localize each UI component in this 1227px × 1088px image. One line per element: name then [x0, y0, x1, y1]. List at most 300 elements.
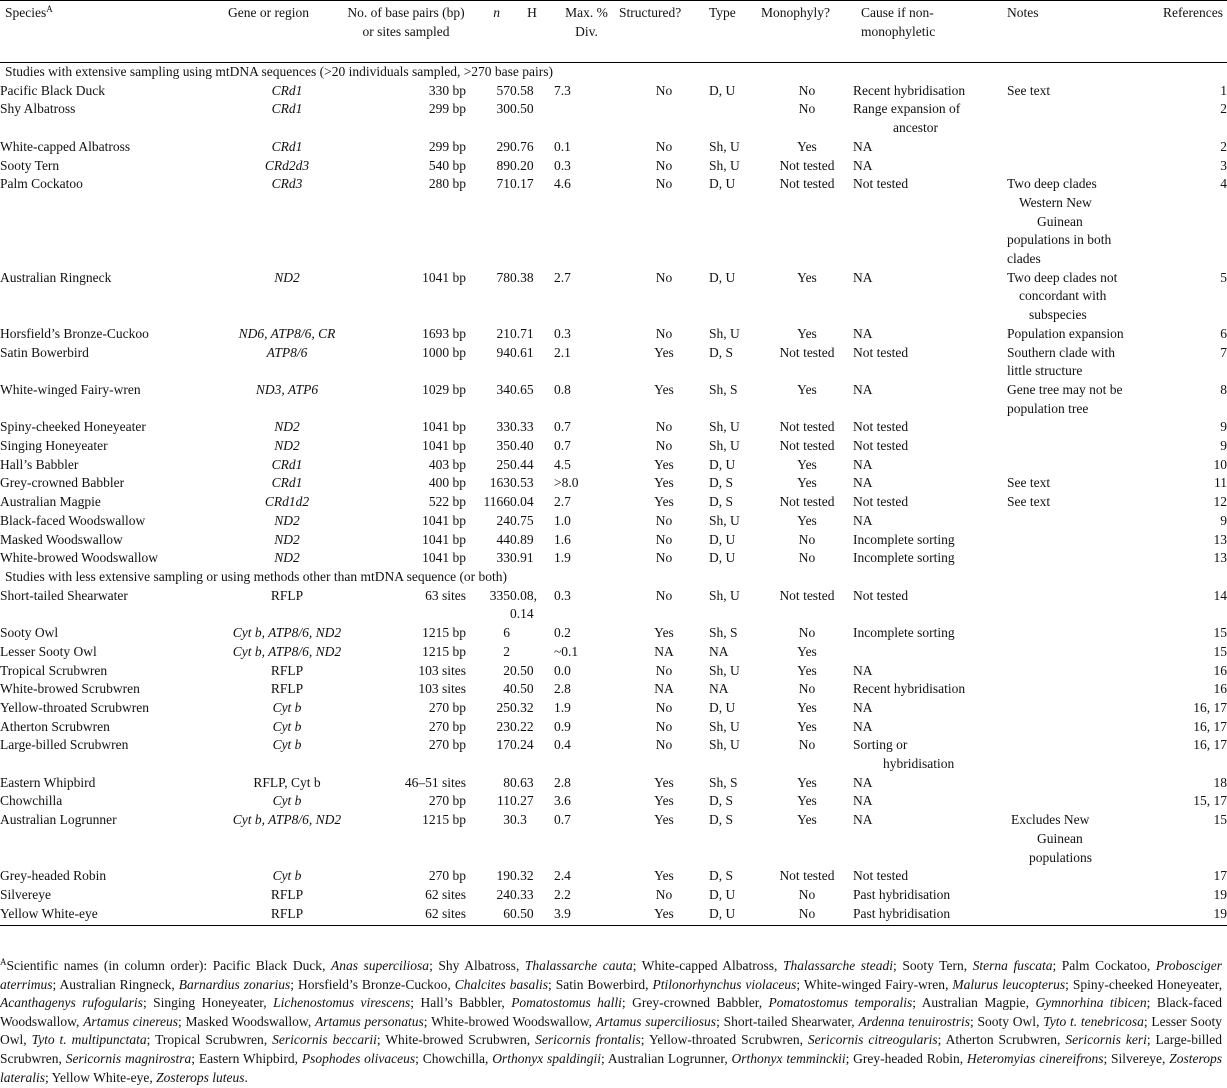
cell-monophyly: No [798, 82, 816, 98]
cell-structured: Yes [619, 905, 709, 926]
footnote-common-name: Australian Magpie [921, 995, 1026, 1011]
footnote-common-name: Eastern Whipbird [198, 1050, 295, 1066]
cell-species: Grey-headed Robin [0, 868, 107, 884]
header-references: References [1152, 1, 1227, 63]
cell-refs: 19 [1152, 905, 1227, 926]
cell-bp: 299 bp [428, 138, 466, 154]
cell-type: D, S [709, 494, 734, 510]
cell-species: Satin Bowerbird [0, 344, 89, 360]
footnote-common-name: Lesser Sooty Owl [0, 1013, 1222, 1048]
cell-cause: Past hybridisation [853, 905, 1007, 926]
table-row [0, 811, 1227, 867]
cell-gene: RFLP [270, 587, 304, 603]
cell-n: 6 [503, 625, 510, 641]
footnote-common-name: Hall’s Babbler [420, 995, 502, 1011]
cell-gene: Cyt b [272, 868, 302, 884]
footnote-common-name: Grey-crowned Babbler [632, 995, 759, 1011]
cell-structured: Yes [654, 625, 674, 641]
cell-cause: Not tested [853, 176, 909, 192]
cell-type: Sh, U [709, 138, 740, 154]
cell-bp: 522 bp [428, 494, 466, 510]
cell-type: Sh, S [709, 774, 738, 790]
cell-species: White-capped Albatross [0, 138, 131, 154]
table-row [0, 100, 1227, 137]
cell-cause: NA [853, 456, 873, 472]
table-row [0, 531, 1227, 550]
cell-species: Yellow White-eye [0, 905, 228, 926]
cell-type: Sh, U [709, 512, 740, 528]
footnote-scientific-name: Heteromyias cinereifrons [966, 1050, 1104, 1066]
cell-n: 21 [496, 325, 510, 341]
cell-n: 23 [496, 718, 510, 734]
cell-cause: Incomplete sorting [853, 550, 955, 566]
cell-species: Atherton Scrubwren [0, 718, 110, 734]
cell-bp: 1041 bp [422, 438, 466, 454]
table-row [0, 418, 1227, 437]
cell-bp: 403 bp [428, 456, 466, 472]
cell-n: 17 [496, 737, 510, 753]
cell-notes [1007, 736, 1152, 773]
cell-div: ~0.1 [554, 643, 579, 659]
cell-cause: NA [853, 269, 873, 285]
cell-notes [1007, 531, 1152, 550]
cell-refs: 10 [1213, 456, 1227, 472]
footnote-scientific-name: Pomatostomus halli [511, 995, 622, 1011]
cell-bp: 1041 bp [422, 269, 466, 285]
cell-structured: No [655, 82, 673, 98]
cell-monophyly: Yes [797, 456, 817, 472]
cell-gene: RFLP, Cyt b [253, 774, 321, 790]
cell-structured: No [655, 550, 673, 566]
cell-h: 0.65 [510, 381, 534, 397]
cell-h: 0.58 [510, 82, 534, 98]
cell-notes [1007, 587, 1152, 624]
cell-species: Tropical Scrubwren [0, 662, 108, 678]
cell-n: 4 [503, 681, 510, 697]
cell-type: D, S [709, 868, 734, 884]
cell-structured: No [655, 718, 673, 734]
cell-cause: NA [853, 512, 873, 528]
cell-notes: Two deep clades not concordant with subspecies [1007, 269, 1118, 323]
cell-structured [619, 100, 709, 137]
cell-h: 0.20 [510, 157, 534, 173]
cell-div: 0.7 [554, 438, 571, 454]
cell-bp: 63 sites [425, 587, 466, 603]
cell-n: 33 [496, 419, 510, 435]
cell-structured: No [655, 662, 673, 678]
footnote-scientific-name: Gymnorhina tibicen [1035, 995, 1147, 1011]
cell-n: 163 [489, 475, 510, 491]
cell-structured: No [655, 531, 673, 547]
table-row [0, 886, 1227, 905]
cell-div: 0.3 [554, 587, 571, 603]
cell-structured: No [655, 138, 673, 154]
footnote-common-name: Atherton Scrubwren [945, 1032, 1058, 1048]
cell-bp: 330 bp [428, 82, 466, 98]
cell-gene: ND2 [274, 550, 300, 566]
footnote-common-name: Short-tailed Shearwater [723, 1013, 852, 1029]
cell-structured: No [655, 886, 673, 902]
footnote-scientific-name: Ptilonorhynchus violaceus [652, 976, 797, 992]
cell-refs: 9 [1220, 438, 1227, 454]
table-row [0, 624, 1227, 643]
cell-gene: CRd1 [271, 101, 303, 117]
cell-bp: 299 bp [428, 101, 466, 117]
cell-cause: Recent hybridisation [853, 82, 966, 98]
cell-species: White-browed Scrubwren [0, 681, 140, 697]
cell-structured: No [655, 325, 673, 341]
cell-cause: Not tested [853, 344, 909, 360]
cell-refs: 19 [1213, 886, 1227, 902]
cell-cause: NA [853, 699, 873, 715]
cell-cause: NA [853, 138, 873, 154]
cell-type: D, U [709, 905, 761, 926]
cell-bp: 1693 bp [422, 325, 466, 341]
cell-n: 19 [496, 868, 510, 884]
cell-bp: 270 bp [428, 737, 466, 753]
cell-species: White-browed Woodswallow [0, 550, 159, 566]
cell-type: D, U [709, 82, 736, 98]
section-heading [0, 63, 1227, 82]
cell-n: 2 [503, 643, 510, 659]
cell-refs: 7 [1220, 344, 1227, 360]
cell-div: 0.7 [554, 419, 571, 435]
cell-h: 0.27 [510, 793, 534, 809]
cell-gene: Cyt b [272, 718, 302, 734]
cell-notes [1007, 718, 1152, 737]
cell-h: 0.3 [510, 812, 527, 828]
cell-gene: CRd1 [271, 456, 303, 472]
cell-div: 4.5 [554, 456, 571, 472]
cell-refs: 15, 17 [1193, 793, 1227, 809]
footnote-common-name: Satin Bowerbird [555, 976, 646, 992]
cell-structured: Yes [654, 793, 674, 809]
footnote-scientific-name: Thalassarche cauta [524, 958, 633, 973]
cell-species: Short-tailed Shearwater [0, 587, 128, 603]
footnote-scientific-name: Probosciger aterrimus [0, 958, 1223, 992]
cell-h: 0.32 [510, 699, 534, 715]
footnote-scientific-name: Chalcites basalis [454, 976, 548, 992]
cell-gene: ND2 [274, 269, 300, 285]
cell-gene: CRd3 [271, 176, 303, 192]
cell-species: Shy Albatross [0, 101, 76, 117]
cell-structured: Yes [654, 344, 674, 360]
table-row [0, 549, 1227, 568]
cell-gene: Cyt b, ATP8/6, ND2 [232, 812, 342, 828]
cell-div: 2.8 [554, 774, 571, 790]
cell-structured: Yes [654, 475, 674, 491]
cell-refs: 16, 17 [1193, 699, 1227, 715]
table-row [0, 867, 1227, 886]
cell-refs: 17 [1213, 868, 1227, 884]
footnote-common-name: Chowchilla [422, 1050, 485, 1066]
cell-bp: 540 bp [428, 157, 466, 173]
cell-monophyly: No [798, 886, 816, 902]
cell-gene: Cyt b, ATP8/6, ND2 [232, 625, 342, 641]
cell-div: 4.6 [554, 176, 571, 192]
cell-refs: 4 [1220, 176, 1227, 192]
cell-div: 0.4 [554, 737, 571, 753]
cell-monophyly: Yes [797, 381, 817, 397]
cell-n: 29 [496, 138, 510, 154]
table-row [0, 175, 1227, 269]
table-row [0, 680, 1227, 699]
footnote-scientific-name: Tyto t. tenebricosa [1043, 1013, 1144, 1029]
table-row [0, 905, 1227, 926]
cell-monophyly: Not tested [779, 494, 835, 510]
header-type: Type [709, 1, 761, 63]
cell-h: 0.22 [510, 718, 534, 734]
cell-species: Large-billed Scrubwren [0, 737, 129, 753]
cell-notes [1007, 662, 1152, 681]
cell-n: 335 [489, 587, 510, 603]
table-row [0, 774, 1227, 793]
footnote-common-name: Sooty Owl [977, 1013, 1037, 1029]
cell-refs: 6 [1220, 325, 1227, 341]
cell-h: 0.50 [510, 101, 534, 117]
header-cause: Cause if non-monophyletic [853, 1, 1007, 63]
cell-type: D, U [709, 550, 736, 566]
cell-gene: Cyt b [272, 793, 302, 809]
footnote-scientific-name: Zosterops luteus [156, 1069, 245, 1085]
header-notes: Notes [1007, 1, 1152, 63]
cell-refs: 5 [1220, 269, 1227, 285]
cell-species: Silvereye [0, 886, 51, 902]
header-gene: Gene or region [228, 1, 346, 63]
footnote-common-name: Singing Honeyeater [153, 995, 264, 1011]
cell-div: 1.0 [554, 512, 571, 528]
cell-type: D, U [709, 456, 736, 472]
cell-monophyly: Not tested [779, 157, 835, 173]
cell-notes [1007, 437, 1152, 456]
footnote-scientific-name: Malurus leucopterus [952, 976, 1066, 992]
cell-monophyly: Yes [797, 643, 817, 659]
cell-h: 0.75 [510, 512, 534, 528]
cell-notes [1007, 905, 1152, 926]
cell-gene: RFLP [270, 886, 304, 902]
cell-species: Sooty Owl [0, 625, 59, 641]
cell-div: 0.0 [554, 662, 571, 678]
cell-monophyly: No [798, 625, 816, 641]
cell-gene: ND2 [274, 531, 300, 547]
cell-species: Eastern Whipbird [0, 774, 96, 790]
cell-cause: NA [853, 157, 873, 173]
cell-refs: 2 [1220, 138, 1227, 154]
cell-div: 1.9 [554, 699, 571, 715]
cell-notes [1007, 624, 1152, 643]
cell-species: Sooty Tern [0, 157, 60, 173]
cell-h: 0.17 [510, 176, 534, 192]
cell-structured: No [655, 699, 673, 715]
table-row [0, 736, 1227, 773]
table-row [0, 474, 1227, 493]
cell-n: 33 [496, 550, 510, 566]
cell-species: Yellow-throated Scrubwren [0, 699, 149, 715]
cell-h: 0.33 [510, 419, 534, 435]
cell-monophyly: Yes [797, 475, 817, 491]
cell-monophyly: Not tested [779, 438, 835, 454]
cell-cause: Not tested [853, 494, 909, 510]
footnote-scientific-name: Tyto t. multipunctata [31, 1032, 147, 1048]
cell-species: Black-faced Woodswallow [0, 512, 146, 528]
cell-species: Lesser Sooty Owl [0, 643, 97, 659]
cell-notes [1007, 418, 1152, 437]
footnote-scientific-name: Thalassarche steadi [782, 958, 894, 973]
cell-structured: No [655, 419, 673, 435]
cell-notes [1007, 549, 1152, 568]
cell-type: D, S [709, 812, 734, 828]
cell-div: 0.3 [554, 325, 571, 341]
cell-structured: Yes [654, 494, 674, 510]
table-row [0, 381, 1227, 418]
cell-gene: ND6, ATP8/6, CR [238, 325, 336, 341]
cell-cause: NA [853, 793, 873, 809]
table-row [0, 157, 1227, 176]
cell-notes: Excludes New Guinean populations [1011, 812, 1092, 865]
cell-n: 35 [496, 438, 510, 454]
cell-h [510, 624, 554, 643]
cell-structured: No [655, 512, 673, 528]
cell-cause: Not tested [853, 587, 909, 603]
cell-type: Sh, U [709, 419, 740, 435]
cell-type: D, U [709, 886, 736, 902]
cell-structured: No [655, 587, 673, 603]
cell-h: 0.61 [510, 344, 534, 360]
cell-h: 0.40 [510, 438, 534, 454]
cell-structured: NA [654, 681, 674, 697]
cell-monophyly: Yes [797, 793, 817, 809]
cell-h: 0.33 [510, 886, 534, 902]
cell-species: Chowchilla [0, 793, 63, 809]
cell-div: 2.8 [554, 681, 571, 697]
table-body [0, 63, 1227, 926]
cell-species: Spiny-cheeked Honeyeater [0, 419, 146, 435]
table-row [0, 718, 1227, 737]
cell-div: 1.9 [554, 550, 571, 566]
cell-structured: Yes [654, 868, 674, 884]
cell-gene: CRd1 [271, 475, 303, 491]
cell-structured: Yes [654, 456, 674, 472]
cell-cause: NA [853, 662, 873, 678]
footnote-scientific-name: Acanthagenys rufogularis [0, 995, 143, 1011]
cell-type: D, U [709, 176, 736, 192]
footnote-scientific-name: Sericornis keri [1065, 1032, 1147, 1048]
cell-gene: RFLP [228, 905, 346, 926]
cell-refs: 15 [1213, 625, 1227, 641]
cell-species: Grey-crowned Babbler [0, 475, 125, 491]
cell-refs: 14 [1213, 587, 1227, 603]
cell-n: 2 [503, 662, 510, 678]
cell-refs: 16, 17 [1193, 718, 1227, 734]
cell-structured: No [655, 269, 673, 285]
cell-monophyly: Not tested [779, 419, 835, 435]
cell-refs: 15 [1213, 812, 1227, 828]
cell-species: Singing Honeyeater [0, 438, 108, 454]
table-row [0, 269, 1227, 325]
footnote-scientific-name: Artamus superciliosus [595, 1013, 717, 1029]
cell-monophyly: Yes [797, 812, 817, 828]
cell-n: 11 [497, 793, 510, 809]
cell-h: 0.50 [510, 905, 554, 926]
cell-n: 30 [496, 101, 510, 117]
cell-bp: 280 bp [428, 176, 466, 192]
table-row [0, 344, 1227, 381]
cell-species: Australian Logrunner [0, 812, 117, 828]
cell-cause: Not tested [853, 419, 909, 435]
cell-monophyly: No [798, 101, 816, 117]
cell-bp: 1215 bp [422, 643, 466, 659]
cell-refs: 16 [1213, 681, 1227, 697]
footnote-common-name: Spiny-cheeked Honeyeater [1072, 976, 1219, 992]
footnote-lead: Scientific names (in column order): [6, 958, 213, 973]
cell-type: Sh, S [709, 381, 738, 397]
table-header [0, 1, 1227, 63]
cell-notes [1007, 643, 1152, 662]
cell-n: 25 [496, 699, 510, 715]
cell-h: 0.38 [510, 269, 534, 285]
cell-cause [853, 643, 1007, 662]
cell-div [554, 100, 619, 137]
cell-bp: 270 bp [428, 699, 466, 715]
cell-bp: 270 bp [428, 868, 466, 884]
footnote-scientific-name: Sterna fuscata [972, 958, 1053, 973]
cell-h: 0.32 [510, 868, 534, 884]
cell-n: 57 [496, 82, 510, 98]
footnote-marker: A [0, 957, 7, 967]
cell-gene: ND2 [274, 419, 300, 435]
header-div: Max. % Div. [554, 1, 619, 63]
header-structured: Structured? [619, 1, 709, 63]
table-row [0, 662, 1227, 681]
cell-monophyly: Not tested [779, 344, 835, 360]
footnote-scientific-name: Artamus cinereus [83, 1013, 178, 1029]
section-title: Studies with extensive sampling using mtDNA sequences (>20 individuals sampled, >270 base pairs) [5, 64, 554, 79]
cell-type: Sh, U [709, 157, 740, 173]
table-row [0, 699, 1227, 718]
cell-cause: NA [853, 325, 873, 341]
cell-species: Horsfield’s Bronze-Cuckoo [0, 325, 149, 341]
cell-gene: ND3, ATP6 [255, 381, 319, 397]
footnote-scientific-name: Pomatostomus temporalis [768, 995, 913, 1011]
cell-refs: 9 [1220, 419, 1227, 435]
cell-h: 0.50 [510, 681, 534, 697]
cell-bp: 270 bp [428, 793, 466, 809]
cell-type: Sh, U [709, 325, 740, 341]
cell-h: 0.89 [510, 531, 534, 547]
cell-bp: 46–51 sites [404, 774, 466, 790]
cell-div: 2.1 [554, 344, 571, 360]
cell-refs: 13 [1213, 550, 1227, 566]
cell-refs: 8 [1220, 381, 1227, 397]
footnote-scientific-name: Sericornis frontalis [535, 1032, 641, 1048]
cell-species: Palm Cockatoo [0, 176, 83, 192]
table-row [0, 456, 1227, 475]
cell-notes [1007, 774, 1152, 793]
cell-monophyly: Yes [797, 774, 817, 790]
cell-monophyly: Yes [797, 512, 817, 528]
cell-cause: NA [853, 774, 873, 790]
cell-monophyly: No [798, 531, 816, 547]
cell-notes: See text [1007, 475, 1051, 491]
cell-refs: 15 [1213, 643, 1227, 659]
cell-refs: 2 [1220, 101, 1227, 117]
cell-gene: RFLP [270, 662, 304, 678]
cell-type: D, U [709, 269, 736, 285]
cell-gene: RFLP [270, 681, 304, 697]
footnote-common-name: Masked Woodswallow [185, 1013, 308, 1029]
cell-cause: NA [853, 718, 873, 734]
cell-type: NA [709, 643, 729, 659]
